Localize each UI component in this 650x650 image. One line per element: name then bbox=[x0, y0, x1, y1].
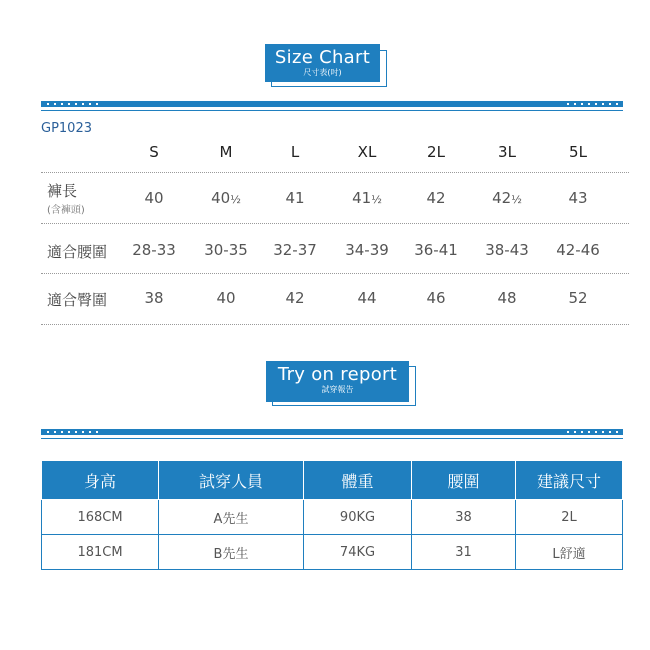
cell-hip bbox=[357, 289, 376, 307]
cell-length bbox=[568, 189, 587, 207]
cell-waist bbox=[204, 241, 248, 259]
divider-dots-left bbox=[47, 431, 98, 433]
cell-weight: 90KG bbox=[304, 500, 412, 535]
table-row bbox=[42, 535, 623, 570]
cell-value: 42 bbox=[285, 289, 305, 307]
cell-half-fraction: ½ bbox=[230, 193, 241, 206]
cell-value: 52 bbox=[568, 289, 588, 307]
row-label-length: 褲長 bbox=[47, 182, 78, 200]
cell-waist: 31 bbox=[412, 535, 516, 570]
column-header-weight: 體重 bbox=[304, 461, 412, 500]
cell-weight: 74KG bbox=[304, 535, 412, 570]
try-on-title: Try on report bbox=[277, 364, 398, 385]
cell-height: 181CM bbox=[42, 535, 159, 570]
column-header-height: 身高 bbox=[42, 461, 159, 500]
cell-hip bbox=[426, 289, 445, 307]
row-label-hip: 適合臀圍 bbox=[47, 291, 108, 309]
cell-hip bbox=[285, 289, 304, 307]
cell-value: 46 bbox=[426, 289, 446, 307]
column-header-suggested-size: 建議尺寸 bbox=[516, 461, 623, 500]
cell-hip bbox=[497, 289, 516, 307]
section-divider-line bbox=[41, 110, 623, 111]
cell-tester: B先生 bbox=[159, 535, 304, 570]
size-chart-heading bbox=[265, 44, 380, 82]
row-separator bbox=[41, 273, 629, 274]
cell-waist bbox=[132, 241, 176, 259]
divider-dots-left bbox=[47, 103, 98, 105]
cell-waist: 38 bbox=[412, 500, 516, 535]
size-header: 3L bbox=[498, 143, 516, 161]
cell-waist bbox=[273, 241, 317, 259]
product-code: GP1023 bbox=[41, 121, 92, 136]
cell-value: 40 bbox=[144, 189, 164, 207]
cell-waist bbox=[345, 241, 389, 259]
try-on-table bbox=[41, 460, 623, 570]
try-on-subtitle: 試穿報告 bbox=[321, 385, 354, 394]
cell-hip bbox=[568, 289, 587, 307]
size-header: L bbox=[290, 143, 300, 161]
cell-value: 43 bbox=[568, 189, 588, 207]
cell-length bbox=[285, 189, 304, 207]
cell-hip bbox=[144, 289, 163, 307]
size-header: S bbox=[149, 143, 159, 161]
cell-value: 36-41 bbox=[414, 241, 458, 259]
cell-length bbox=[492, 189, 522, 207]
cell-value: 48 bbox=[497, 289, 517, 307]
cell-value: 40 bbox=[216, 289, 236, 307]
size-chart-subtitle: 尺寸表(吋) bbox=[303, 68, 342, 77]
cell-length bbox=[144, 189, 163, 207]
cell-value: 32-37 bbox=[273, 241, 317, 259]
row-separator bbox=[41, 172, 629, 173]
divider-dots-right bbox=[567, 103, 618, 105]
size-header: 5L bbox=[569, 143, 587, 161]
column-header-tester: 試穿人員 bbox=[159, 461, 304, 500]
cell-tester: A先生 bbox=[159, 500, 304, 535]
row-separator bbox=[41, 324, 629, 325]
cell-hip bbox=[216, 289, 235, 307]
try-on-heading bbox=[266, 361, 409, 402]
cell-waist bbox=[556, 241, 600, 259]
divider-dots-right bbox=[567, 431, 618, 433]
column-header-waist: 腰圍 bbox=[412, 461, 516, 500]
section-divider-bar bbox=[41, 429, 623, 435]
cell-value: 34-39 bbox=[345, 241, 389, 259]
size-chart-title: Size Chart bbox=[274, 47, 371, 68]
cell-value: 41 bbox=[285, 189, 305, 207]
cell-height: 168CM bbox=[42, 500, 159, 535]
section-divider-line bbox=[41, 438, 623, 439]
cell-length bbox=[352, 189, 382, 207]
cell-value: 28-33 bbox=[132, 241, 176, 259]
size-header: M bbox=[219, 143, 233, 161]
cell-value: 42 bbox=[426, 189, 446, 207]
table-row bbox=[42, 500, 623, 535]
section-divider-bar bbox=[41, 101, 623, 107]
cell-waist bbox=[414, 241, 458, 259]
cell-value: 42 bbox=[492, 189, 512, 207]
size-header: 2L bbox=[427, 143, 445, 161]
cell-value: 44 bbox=[357, 289, 377, 307]
cell-value: 38 bbox=[144, 289, 164, 307]
cell-half-fraction: ½ bbox=[511, 193, 522, 206]
cell-value: 38-43 bbox=[485, 241, 529, 259]
row-separator bbox=[41, 223, 629, 224]
cell-value: 40 bbox=[211, 189, 231, 207]
cell-length bbox=[426, 189, 445, 207]
cell-value: 41 bbox=[352, 189, 372, 207]
row-label-waist: 適合腰圍 bbox=[47, 243, 108, 261]
cell-value: 42-46 bbox=[556, 241, 600, 259]
size-header: XL bbox=[357, 143, 377, 161]
cell-value: 30-35 bbox=[204, 241, 248, 259]
cell-half-fraction: ½ bbox=[371, 193, 382, 206]
cell-waist bbox=[485, 241, 529, 259]
cell-length bbox=[211, 189, 241, 207]
try-on-header-row bbox=[42, 461, 623, 500]
cell-suggested-size: L舒適 bbox=[516, 535, 623, 570]
row-sublabel-length: (含褲頭) bbox=[47, 205, 85, 216]
cell-suggested-size: 2L bbox=[516, 500, 623, 535]
